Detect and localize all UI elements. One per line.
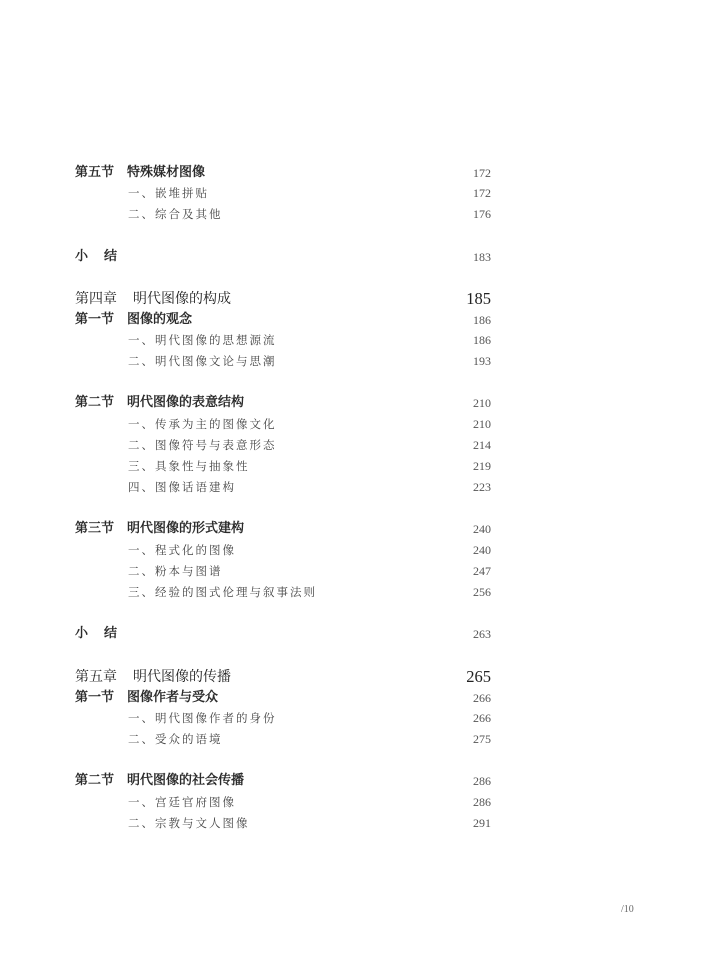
toc-item[interactable]: 一、传承为主的图像文化 210 <box>128 417 491 431</box>
toc-item[interactable]: 一、程式化的图像 240 <box>128 543 491 557</box>
toc-section[interactable]: 第二节 明代图像的表意结构 210 <box>75 395 491 410</box>
toc-item[interactable]: 三、具象性与抽象性 219 <box>128 459 491 473</box>
toc-section[interactable]: 第三节 明代图像的形式建构 240 <box>75 521 491 536</box>
toc-section[interactable]: 第一节 图像的观念 186 <box>75 312 491 327</box>
toc-item[interactable]: 二、综合及其他 176 <box>128 207 491 221</box>
toc-item[interactable]: 一、明代图像作者的身份 266 <box>128 711 491 725</box>
toc-item[interactable]: 二、图像符号与表意形态 214 <box>128 438 491 452</box>
toc-item[interactable]: 一、嵌堆拼贴 172 <box>128 186 491 200</box>
toc-section[interactable]: 第二节 明代图像的社会传播 286 <box>75 773 491 788</box>
toc-item[interactable]: 三、经验的图式伦理与叙事法则 256 <box>128 585 491 599</box>
toc-item[interactable]: 一、宫廷官府图像 286 <box>128 795 491 809</box>
toc-summary[interactable]: 小结 263 <box>75 626 491 641</box>
toc-item[interactable]: 二、粉本与图谱 247 <box>128 564 491 578</box>
toc-chapter[interactable]: 第五章 明代图像的传播 265 <box>75 667 491 686</box>
page-number: /10 <box>621 904 634 915</box>
toc-item[interactable]: 二、宗教与文人图像 291 <box>128 816 491 830</box>
toc-chapter[interactable]: 第四章 明代图像的构成 185 <box>75 289 491 308</box>
toc-summary[interactable]: 小结 183 <box>75 249 491 264</box>
toc-item[interactable]: 四、图像话语建构 223 <box>128 480 491 494</box>
toc-item[interactable]: 二、明代图像文论与思潮 193 <box>128 354 491 368</box>
toc-item[interactable]: 一、明代图像的思想源流 186 <box>128 333 491 347</box>
toc-item[interactable]: 二、受众的语境 275 <box>128 732 491 746</box>
toc-section[interactable]: 第五节 特殊媒材图像 172 <box>75 165 491 180</box>
toc-section[interactable]: 第一节 图像作者与受众 266 <box>75 690 491 705</box>
